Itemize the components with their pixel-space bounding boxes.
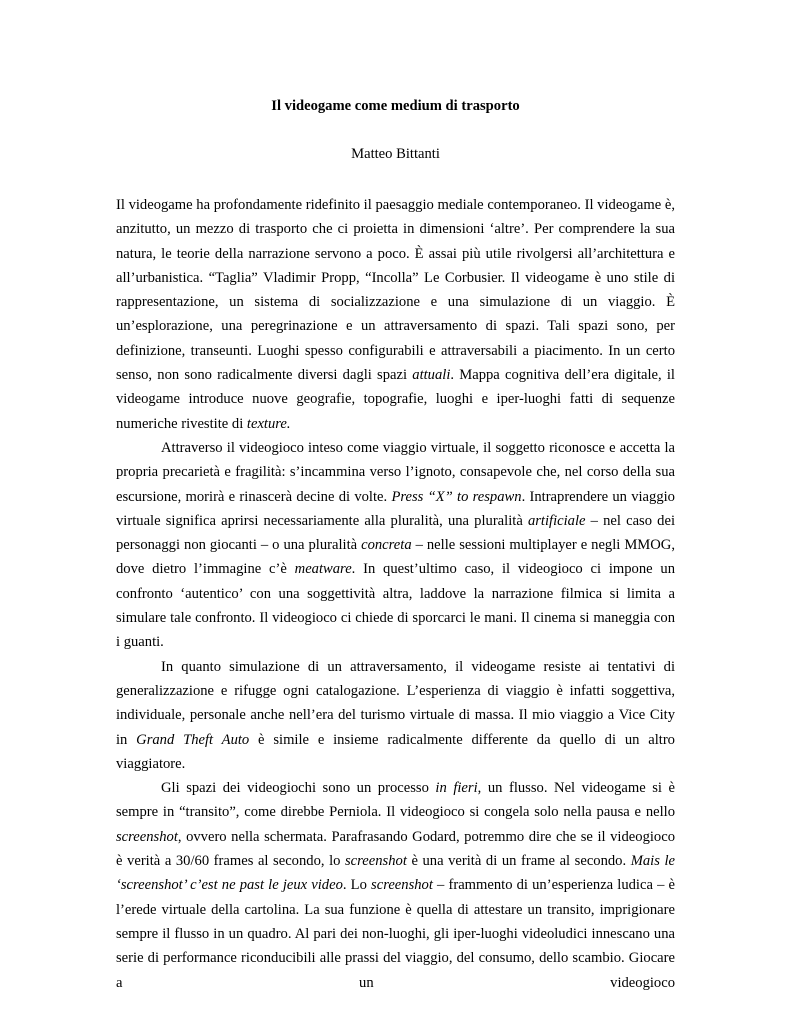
paragraph-1: [116, 193, 675, 436]
document-title: Il videogame come medium di trasporto: [271, 98, 520, 114]
italic-text-run: Grand Theft Auto: [136, 731, 250, 748]
document-body: [116, 193, 675, 995]
text-run: – nel caso dei personaggi non giocanti – o una pluralità: [116, 512, 675, 554]
text-run: – frammento di un’esperienza ludica – è l’erede virtuale della cartolina. La sua funzione è quella di attestare un transito, imprigionare sempre il flusso in un quadro. Al pari dei non-luoghi, gli iper-luoghi videoludici innescano una serie di performance riconducibili alle prassi del viaggio, del consumo, dello scambio. Giocare a un videogioco: [116, 877, 675, 991]
italic-text-run: texture.: [246, 415, 291, 432]
italic-text-run: in fieri: [435, 780, 478, 797]
italic-text-run: concreta: [361, 537, 412, 554]
text-run: . Lo: [342, 877, 372, 894]
italic-text-run: screenshot: [345, 853, 407, 870]
italic-text-run: screenshot: [371, 877, 433, 894]
text-run: , ovvero nella schermata. Parafrasando Godard, potremmo dire che se il videogioco è verità a 30/60 frames al secondo, lo: [116, 828, 675, 870]
paragraph-4: [116, 776, 675, 995]
italic-text-run: Press “X” to respawn: [391, 488, 522, 505]
text-run: Attraverso il videogioco inteso come viaggio virtuale, il soggetto riconosce e accetta la propria precarietà e fragilità: s’incammina verso l’ignoto, consapevole che, nel corso della sua escursione, morirà e rinascerà decine di volte.: [116, 439, 675, 505]
text-run: è simile e insieme radicalmente differente da quello di un altro viaggiatore.: [116, 731, 675, 772]
text-run: In quanto simulazione di un attraversamento, il videogame resiste ai tentativi di generalizzazione e rifugge ogni catalogazione. L’esperienza di viaggio è infatti soggettiva, individuale, personale anche nell’era del turismo virtuale di massa. Il mio viaggio a Vice City in: [116, 658, 675, 748]
text-run: . Intraprendere un viaggio virtuale significa aprirsi necessariamente alla pluralità, una pluralità: [116, 488, 675, 529]
text-run: . In quest’ultimo caso, il videogioco ci impone un confronto ‘autentico’ con una soggettività altra, laddove la narrazione filmica si limita a simulare tale confronto. Il videogioco ci chiede di sporcarci le mani. Il cinema si maneggia con i guanti.: [116, 561, 675, 651]
text-run: Gli spazi dei videogiochi sono un processo: [161, 780, 436, 797]
text-run: è una verità di un frame al secondo.: [406, 853, 631, 870]
italic-text-run: attuali: [412, 367, 451, 384]
text-run: Il videogame ha profondamente ridefinito il paesaggio mediale contemporaneo. Il videogame è, anzitutto, un mezzo di trasporto che ci proietta in dimensioni ‘altre’. Per comprendere la sua natura, le teorie della narrazione servono a poco. È assai più utile rivolgersi all’architettura e all’urbanistica. “Taglia” Vladimir Propp, “Incolla” Le Corbusier. Il videogame è uno stile di rappresentazione, un sistema di socializzazione e una simulazione di un viaggio. È un’esplorazione, una peregrinazione e un attraversamento di spazi. Tali spazi sono, per definizione, transeunti. Luoghi spesso configurabili e attraversabili a piacimento. In un certo senso, non sono radicalmente diversi dagli spazi: [116, 197, 675, 384]
italic-text-run: meatware: [294, 561, 352, 578]
text-run: – nelle sessioni multiplayer e negli MMOG, dove dietro l’immagine c’è: [116, 537, 675, 578]
italic-text-run: screenshot: [116, 828, 178, 845]
text-run: . Mappa cognitiva dell’era digitale, il videogame introduce nuove geografie, topografie, luoghi e iper-luoghi fatti di sequenze numeriche rivestite di: [116, 367, 675, 432]
italic-text-run: Mais le ‘screenshot’ c’est ne past le jeux video: [116, 853, 675, 894]
document-author: Matteo Bittanti: [351, 146, 440, 162]
italic-text-run: artificiale: [527, 512, 586, 529]
text-run: , un flusso. Nel videogame si è sempre in “transito”, come direbbe Perniola. Il videogioco si congela solo nella pausa e nello: [116, 780, 675, 821]
paragraph-3: [116, 655, 675, 776]
paragraph-2: [116, 436, 675, 655]
